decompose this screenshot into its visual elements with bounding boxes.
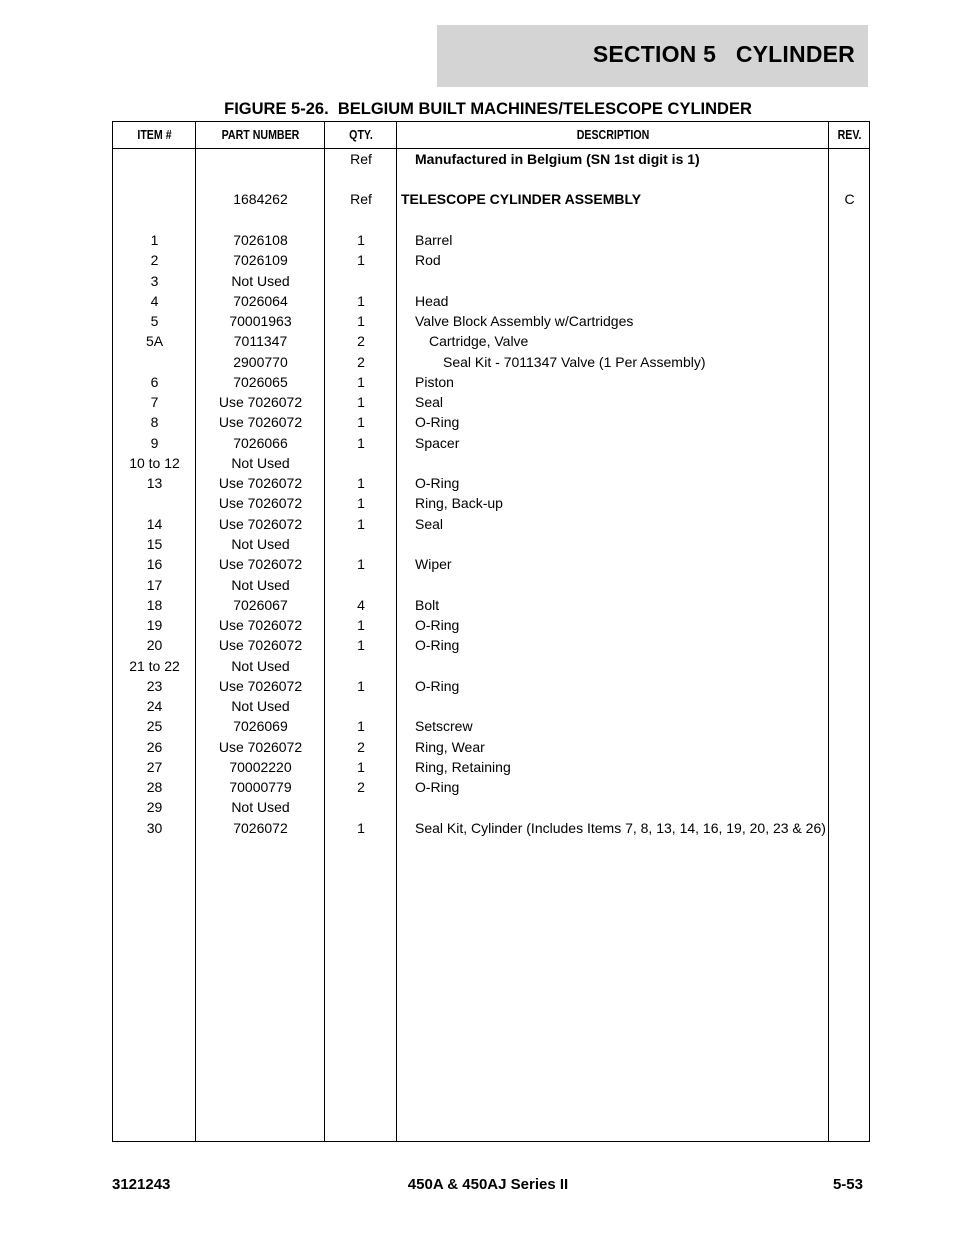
table-row [113,392,869,412]
header-part-number: PART NUMBER [221,128,300,142]
description-cell: Ring, Wear [415,739,485,755]
item-number-cell: 5 [150,313,159,329]
part-number-cell: Use 7026072 [218,617,303,633]
item-number-cell: 10 to 12 [129,455,180,471]
part-number-cell: Use 7026072 [218,678,303,694]
quantity-cell: 1 [357,556,365,572]
quantity-cell: 1 [357,617,365,633]
quantity-cell: 1 [357,313,365,329]
quantity-cell: 1 [357,718,365,734]
table-row [113,433,869,453]
description-cell: Cartridge, Valve [429,333,529,349]
part-number-cell: Use 7026072 [218,556,303,572]
footer-page-number: 5-53 [832,1176,863,1193]
quantity-cell: 1 [357,414,365,430]
item-number-cell: 19 [146,617,163,633]
section-header-box [437,25,868,87]
description-cell: O-Ring [415,617,460,633]
footer-model: 450A & 450AJ Series II [407,1176,569,1193]
part-number-cell: 2900770 [233,354,288,370]
table-row [113,656,869,676]
part-number-cell: 7026064 [233,293,288,309]
item-number-cell: 14 [146,516,163,532]
revision-cell: C [844,191,855,207]
item-number-cell: 25 [146,718,163,734]
part-number-cell: Not Used [231,273,290,289]
quantity-cell: 2 [357,779,365,795]
item-number-cell: 30 [146,820,163,836]
description-cell: Barrel [415,232,453,248]
item-number-cell: 4 [150,293,159,309]
description-cell: Spacer [415,435,460,451]
part-number-cell: 7026069 [233,718,288,734]
item-number-cell: 1 [150,232,159,248]
part-number-cell: Not Used [231,455,290,471]
quantity-cell: 2 [357,333,365,349]
description-cell: Manufactured in Belgium (SN 1st digit is 1) [415,151,700,167]
item-number-cell: 3 [150,273,159,289]
item-number-cell: 7 [150,394,159,410]
part-number-cell: 7026067 [233,597,288,613]
part-number-cell: Not Used [231,577,290,593]
footer-doc-number: 3121243 [112,1176,171,1193]
item-number-cell: 15 [146,536,163,552]
table-row [113,412,869,432]
table-row [113,331,869,351]
table-row [113,230,869,250]
description-cell: Piston [415,374,454,390]
description-cell: Rod [415,252,441,268]
item-number-cell: 21 to 22 [129,658,180,674]
part-number-cell: 7026108 [233,232,288,248]
table-row [113,514,869,534]
item-number-cell: 28 [146,779,163,795]
table-row [113,615,869,635]
item-number-cell: 27 [146,759,163,775]
part-number-cell: Not Used [231,658,290,674]
quantity-cell: 4 [357,597,365,613]
part-number-cell: Not Used [231,799,290,815]
description-cell: O-Ring [415,678,460,694]
table-row [113,291,869,311]
quantity-cell: 1 [357,252,365,268]
item-number-cell: 16 [146,556,163,572]
item-number-cell: 8 [150,414,159,430]
item-number-cell: 2 [150,252,159,268]
table-row [113,818,869,838]
table-row [113,676,869,696]
section-title: SECTION 5 CYLINDER [592,41,855,67]
table-row [113,716,869,736]
quantity-cell: Ref [350,191,372,207]
table-row [113,737,869,757]
description-cell: O-Ring [415,475,460,491]
part-number-cell: 1684262 [233,191,288,207]
header-description: DESCRIPTION [576,128,650,142]
quantity-cell: 2 [357,739,365,755]
part-number-cell: Use 7026072 [218,394,303,410]
description-cell: Bolt [415,597,440,613]
description-cell: Seal [415,394,444,410]
header-rev: REV. [837,128,862,142]
description-cell: O-Ring [415,779,460,795]
table-row [113,453,869,473]
description-cell: Seal Kit - 7011347 Valve (1 Per Assembly) [443,354,706,370]
description-cell: Ring, Retaining [415,759,511,775]
header-item: ITEM # [137,128,172,142]
figure-title: FIGURE 5-26. BELGIUM BUILT MACHINES/TELESCOPE CYLINDER [224,100,752,118]
quantity-cell: 1 [357,678,365,694]
table-row [113,473,869,493]
item-number-cell: 26 [146,739,163,755]
quantity-cell: 1 [357,232,365,248]
description-cell: Seal [415,516,444,532]
part-number-cell: 70002220 [229,759,292,775]
item-number-cell: 23 [146,678,163,694]
quantity-cell: Ref [350,151,372,167]
quantity-cell: 1 [357,293,365,309]
quantity-cell: 1 [357,374,365,390]
part-number-cell: Not Used [231,698,290,714]
part-number-cell: Use 7026072 [218,495,303,511]
table-row [113,554,869,574]
part-number-cell: Use 7026072 [218,516,303,532]
part-number-cell: Use 7026072 [218,637,303,653]
description-cell: Valve Block Assembly w/Cartridges [415,313,634,329]
item-number-cell: 17 [146,577,163,593]
quantity-cell: 1 [357,637,365,653]
table-row [113,271,869,291]
quantity-cell: 2 [357,354,365,370]
part-number-cell: Not Used [231,536,290,552]
part-number-cell: Use 7026072 [218,475,303,491]
part-number-cell: 7026072 [233,820,288,836]
quantity-cell: 1 [357,435,365,451]
table-row [113,696,869,716]
description-cell: O-Ring [415,637,460,653]
description-cell: O-Ring [415,414,460,430]
table-row [113,635,869,655]
quantity-cell: 1 [357,495,365,511]
quantity-cell: 1 [357,516,365,532]
item-number-cell: 9 [150,435,159,451]
quantity-cell: 1 [357,394,365,410]
part-number-cell: 70001963 [229,313,292,329]
table-row [113,189,869,209]
parts-table [112,121,870,1142]
item-number-cell: 18 [146,597,163,613]
header-qty: QTY. [349,128,373,142]
part-number-cell: 7026109 [233,252,288,268]
description-cell: Head [415,293,449,309]
description-cell: Wiper [415,556,452,572]
table-row [113,149,869,169]
item-number-cell: 6 [150,374,159,390]
item-number-cell: 24 [146,698,163,714]
item-number-cell: 5A [145,333,164,349]
item-number-cell: 20 [146,637,163,653]
description-cell: Setscrew [415,718,473,734]
quantity-cell: 1 [357,820,365,836]
table-row [113,534,869,554]
table-row [113,493,869,513]
table-row [113,575,869,595]
part-number-cell: 7026066 [233,435,288,451]
part-number-cell: Use 7026072 [218,414,303,430]
part-number-cell: 7026065 [233,374,288,390]
item-number-cell: 13 [146,475,163,491]
table-row [113,250,869,270]
description-cell: Seal Kit, Cylinder (Includes Items 7, 8, 13, 14, 16, 19, 20, 23 & 26) [415,820,826,836]
quantity-cell: 1 [357,759,365,775]
item-number-cell: 29 [146,799,163,815]
table-row [113,595,869,615]
table-row [113,797,869,817]
description-cell: TELESCOPE CYLINDER ASSEMBLY [401,191,642,207]
description-cell: Ring, Back-up [415,495,503,511]
table-row [113,352,869,372]
part-number-cell: Use 7026072 [218,739,303,755]
quantity-cell: 1 [357,475,365,491]
part-number-cell: 7011347 [233,333,288,349]
table-row [113,372,869,392]
part-number-cell: 70000779 [229,779,292,795]
table-row [113,311,869,331]
table-row [113,777,869,797]
table-row [113,757,869,777]
